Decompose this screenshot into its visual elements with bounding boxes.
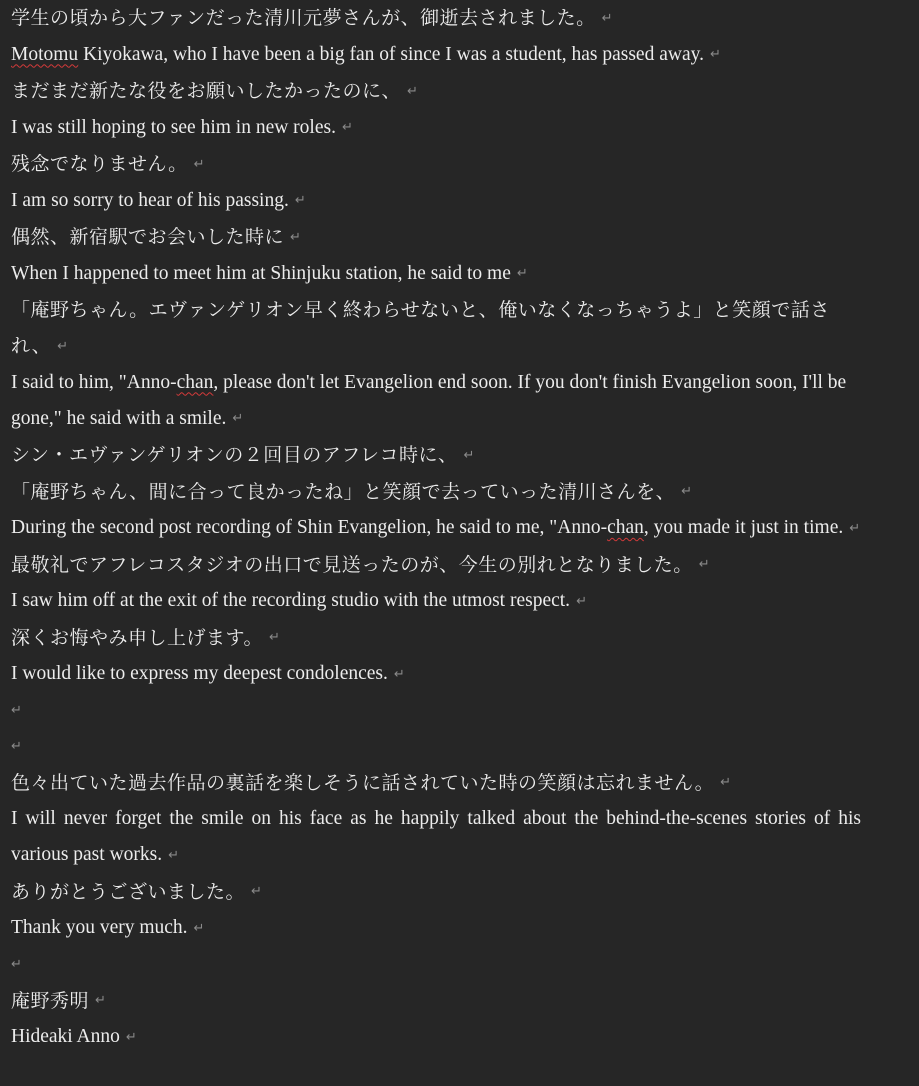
paragraph-text: I was still hoping to see him in new roles. xyxy=(11,116,336,138)
paragraph-text: ありがとうございました。 xyxy=(11,880,246,903)
paragraph-text: Thank you very much. xyxy=(11,917,188,939)
paragraph-mark-icon: ↵ xyxy=(698,557,711,573)
paragraph[interactable] xyxy=(11,219,861,256)
paragraph-text: When I happened to meet him at Shinjuku station, he said to me xyxy=(11,262,511,284)
paragraph[interactable] xyxy=(11,910,861,947)
paragraph[interactable] xyxy=(11,256,861,293)
misspelled-word[interactable]: chan xyxy=(176,371,214,393)
paragraph-text: 最敬礼でアフレコスタジオの出口で見送ったのが、今生の別れとなりました。 xyxy=(11,553,693,576)
paragraph-mark-icon: ↵ xyxy=(849,520,861,536)
paragraph[interactable] xyxy=(11,110,861,147)
paragraph[interactable] xyxy=(11,983,861,1020)
paragraph-text: 「庵野ちゃん、間に合って良かったね」と笑顔で去っていった清川さんを、 xyxy=(11,480,676,503)
paragraph-text: Hideaki Anno xyxy=(11,1026,120,1048)
paragraph[interactable] xyxy=(11,801,861,874)
paragraph-text: I am so sorry to hear of his passing. xyxy=(11,189,289,211)
paragraph-mark-icon: ↵ xyxy=(57,338,69,354)
paragraph-text: 「庵野ちゃん。エヴァンゲリオン早く終わらせないと、俺いなくなっちゃうよ」と笑顔で話され、 xyxy=(11,299,830,358)
paragraph[interactable] xyxy=(11,146,861,183)
paragraph[interactable] xyxy=(11,365,861,438)
paragraph[interactable] xyxy=(11,183,861,220)
paragraph-text: I will never forget the smile on his face as he happily talked about the behind-the-scenes stories of his various past works. xyxy=(11,808,861,866)
paragraph-text: 残念でなりません。 xyxy=(11,153,188,176)
paragraph[interactable] xyxy=(11,583,861,620)
paragraph-text: 学生の頃から大ファンだった清川元夢さんが、御逝去されました。 xyxy=(11,7,596,29)
paragraph-mark-icon: ↵ xyxy=(232,411,244,427)
paragraph[interactable] xyxy=(11,474,861,511)
paragraph-mark-icon: ↵ xyxy=(251,884,263,900)
paragraph[interactable] xyxy=(11,1019,861,1056)
empty-paragraph[interactable] xyxy=(11,693,861,729)
paragraph[interactable] xyxy=(11,73,861,110)
paragraph[interactable] xyxy=(11,510,861,547)
misspelled-word[interactable]: chan xyxy=(607,517,644,539)
paragraph[interactable] xyxy=(11,620,861,657)
paragraph-mark-icon: ↵ xyxy=(516,266,528,282)
document-body[interactable] xyxy=(11,0,861,1056)
paragraph-text: 深くお悔やみ申し上げます。 xyxy=(11,626,263,649)
paragraph-mark-icon: ↵ xyxy=(290,229,302,245)
paragraph-text: 偶然、新宿駅でお会いした時に xyxy=(11,226,285,249)
paragraph-mark-icon: ↵ xyxy=(168,847,180,863)
paragraph-mark-icon: ↵ xyxy=(268,630,281,646)
paragraph-text: I saw him off at the exit of the recording studio with the utmost respect. xyxy=(11,590,571,612)
paragraph[interactable] xyxy=(11,37,861,74)
paragraph-text: 色々出ていた過去作品の裏話を楽しそうに話されていた時の笑顔は忘れません。 xyxy=(11,771,715,794)
paragraph-mark-icon: ↵ xyxy=(463,447,475,463)
misspelled-word[interactable]: Motomu xyxy=(11,43,79,65)
paragraph-mark-icon: ↵ xyxy=(407,83,419,99)
paragraph[interactable] xyxy=(11,656,861,693)
paragraph-mark-icon: ↵ xyxy=(11,702,22,718)
paragraph-mark-icon: ↵ xyxy=(95,993,107,1009)
empty-paragraph[interactable] xyxy=(11,947,861,983)
paragraph[interactable] xyxy=(11,0,861,37)
paragraph-mark-icon: ↵ xyxy=(193,156,206,172)
paragraph-text: まだまだ新たな役をお願いしたかったのに、 xyxy=(11,80,402,103)
paragraph[interactable] xyxy=(11,874,861,911)
paragraph-text: , please don't let Evangelion end soon. If you don't finish Evangelion soon, I'll be gone," he said with a smile. xyxy=(11,371,847,429)
paragraph[interactable] xyxy=(11,292,861,365)
paragraph-text: I would like to express my deepest condolences. xyxy=(11,663,388,685)
paragraph-text: 庵野秀明 xyxy=(11,989,90,1012)
paragraph-text: I said to him, "Anno- xyxy=(11,371,177,393)
paragraph-mark-icon: ↵ xyxy=(11,738,22,754)
paragraph-text: シン・エヴァンゲリオンの２回目のアフレコ時に、 xyxy=(11,444,458,467)
paragraph-mark-icon: ↵ xyxy=(393,666,405,682)
paragraph-mark-icon: ↵ xyxy=(709,47,721,63)
paragraph-mark-icon: ↵ xyxy=(341,120,353,136)
paragraph-mark-icon: ↵ xyxy=(601,10,614,26)
empty-paragraph[interactable] xyxy=(11,729,861,765)
paragraph-text: During the second post recording of Shin Evangelion, he said to me, "Anno- xyxy=(11,517,608,539)
paragraph-mark-icon: ↵ xyxy=(576,593,587,609)
paragraph-text: Kiyokawa, who I have been a big fan of since I was a student, has passed away. xyxy=(78,43,704,65)
paragraph[interactable] xyxy=(11,437,861,474)
paragraph[interactable] xyxy=(11,765,861,802)
paragraph-mark-icon: ↵ xyxy=(11,956,22,972)
paragraph-text: , you made it just in time. xyxy=(643,517,844,539)
paragraph-mark-icon: ↵ xyxy=(193,920,205,936)
paragraph-mark-icon: ↵ xyxy=(294,193,306,209)
paragraph-mark-icon: ↵ xyxy=(681,484,693,500)
paragraph-mark-icon: ↵ xyxy=(125,1029,137,1045)
paragraph[interactable] xyxy=(11,547,861,584)
paragraph-mark-icon: ↵ xyxy=(720,775,732,791)
